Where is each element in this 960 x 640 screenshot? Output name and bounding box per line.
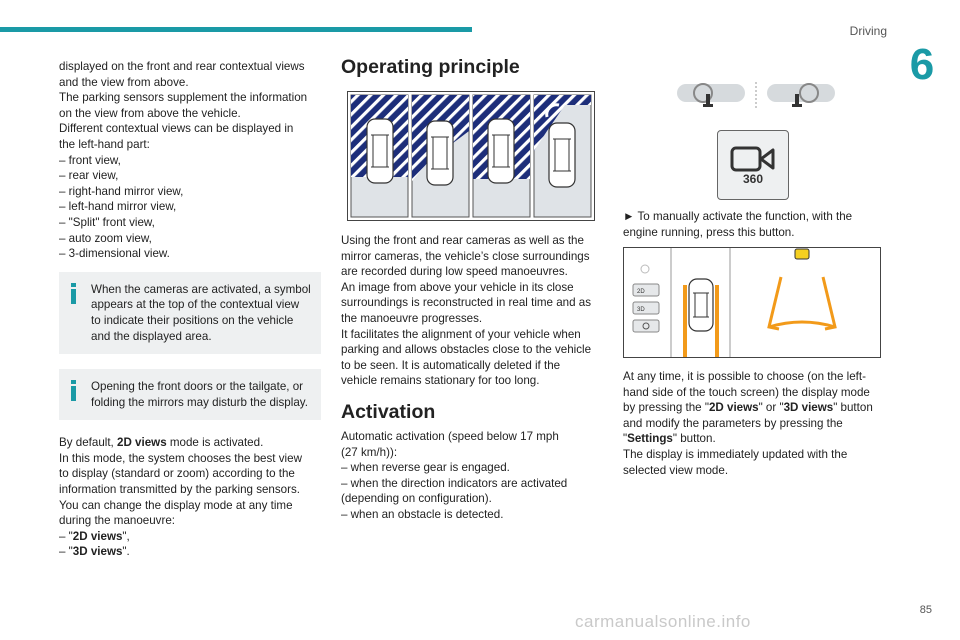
arrow-icon: ► — [623, 210, 635, 223]
body-line: by pressing the "2D views" or "3D views" button — [623, 401, 873, 415]
info-note — [59, 272, 321, 354]
mode-line: during the manoeuvre: — [59, 514, 176, 528]
body-line: ► To manually activate the function, with the — [623, 210, 853, 223]
activation-list-2 — [341, 507, 603, 523]
intro-line: and the view from above. — [59, 75, 189, 89]
note-text: Opening the front doors or the tailgate, or folding the mirrors may disturb the display. — [91, 380, 308, 409]
touchscreen-display-illustration — [623, 247, 881, 358]
body-line: An image from above your vehicle in its close — [341, 280, 574, 294]
header-accent-bar — [0, 27, 472, 32]
list-item: – when reverse gear is engaged. — [341, 460, 603, 476]
list-item: – when an obstacle is detected. — [341, 507, 603, 523]
body-line: At any time, it is possible to choose (on the left- — [623, 370, 866, 383]
manual-activation-text — [623, 209, 888, 240]
heading-operating-principle: Operating principle — [341, 56, 520, 78]
body-line: vehicle remains stationary for too long. — [341, 374, 540, 388]
mode-line: In this mode, the system chooses the best view — [59, 451, 302, 465]
display-mode-text — [623, 369, 888, 478]
list-item: – when the direction indicators are activated — [341, 476, 603, 492]
body-line: mirror cameras, the vehicle’s close surroundings — [341, 249, 590, 263]
body-line: hand side of the touch screen) the display mode — [623, 385, 870, 399]
body-line: to be seen. It is automatically deleted if the — [341, 358, 561, 372]
mode-line: information transmitted by the parking sensors. — [59, 483, 301, 497]
body-line: engine running, press this button. — [623, 225, 795, 239]
mode-list — [59, 529, 321, 560]
body-line: Automatic activation (speed below 17 mph — [341, 430, 559, 443]
body-line: the manoeuvre progresses. — [341, 311, 483, 325]
body-line: selected view mode. — [623, 463, 729, 477]
intro-line: on the view from above the vehicle. — [59, 106, 241, 120]
body-line: It facilitates the alignment of your vehicle when — [341, 327, 581, 341]
parking-views-illustration — [347, 91, 595, 221]
views-list — [59, 153, 321, 262]
list-item: – right-hand mirror view, — [59, 184, 321, 200]
list-item: – "3D views". — [59, 544, 321, 560]
mode-line: You can change the display mode at any time — [59, 498, 293, 512]
info-icon — [71, 380, 76, 401]
list-item: – rear view, — [59, 168, 321, 184]
info-note — [59, 369, 321, 420]
page-number: 85 — [919, 604, 932, 616]
intro-line: displayed on the front and rear contextual views — [59, 60, 305, 73]
3d-button-label: 3D — [637, 307, 645, 313]
body-line: and modify the parameters by pressing the — [623, 416, 843, 430]
body-line: Using the front and rear cameras as well as the — [341, 234, 584, 247]
body-line: parking and allows obstacles close to the vehicle — [341, 343, 592, 357]
list-item: – left-hand mirror view, — [59, 199, 321, 215]
column-left — [59, 59, 321, 560]
info-icon — [71, 283, 76, 304]
intro-line: Different contextual views can be displayed in — [59, 122, 294, 136]
body-line: The display is immediately updated with the — [623, 447, 848, 461]
body-line: are recorded during low speed manoeuvres. — [341, 265, 568, 279]
camera-button-label: 360 — [742, 172, 764, 186]
note-text: When the cameras are activated, a symbol appears at the top of the contextual view to indicate their positions on the vehicle and the displayed area. — [91, 282, 311, 343]
list-item: – 3-dimensional view. — [59, 246, 321, 262]
section-title: Driving — [849, 24, 887, 38]
chapter-number: 6 — [909, 40, 935, 89]
body-line: (depending on configuration). — [341, 492, 492, 506]
intro-line: The parking sensors supplement the information — [59, 91, 308, 105]
list-item: – auto zoom view, — [59, 231, 321, 247]
body-line: (27 km/h)): — [341, 445, 398, 459]
dashboard-camera-location-icon — [673, 80, 839, 110]
2d-button-label: 2D — [637, 289, 645, 295]
list-item: – "2D views", — [59, 529, 321, 545]
operating-text — [341, 233, 603, 389]
mode-line: to display (standard or zoom) according to the — [59, 467, 295, 481]
watermark: carmanualsonline.info — [575, 612, 751, 631]
default-mode-line: By default, 2D views mode is activated. — [59, 436, 264, 450]
camera-icon — [730, 144, 776, 174]
camera-360-button[interactable] — [717, 130, 789, 200]
body-line: surroundings is reconstructed in real time and as — [341, 296, 592, 310]
body-line: "Settings" button. — [623, 432, 716, 446]
list-item: – front view, — [59, 153, 321, 169]
heading-activation: Activation — [341, 401, 436, 423]
intro-line: the left-hand part: — [59, 137, 150, 151]
activation-list — [341, 460, 603, 491]
activation-text — [341, 429, 603, 523]
list-item: – "Split" front view, — [59, 215, 321, 231]
